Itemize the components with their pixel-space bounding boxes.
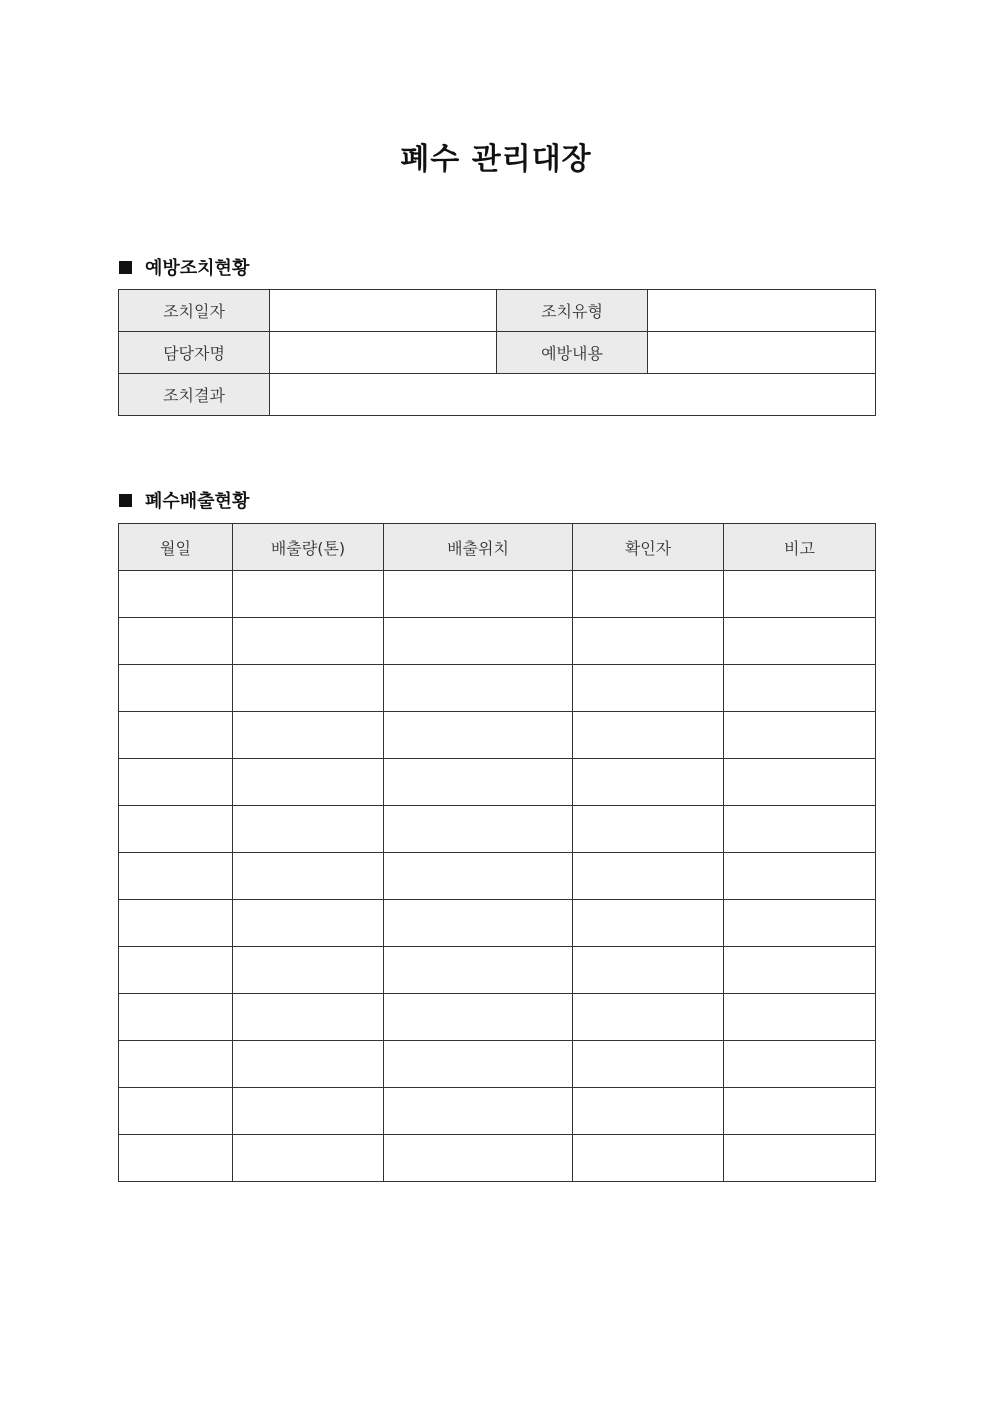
amount-cell[interactable] bbox=[233, 1041, 384, 1088]
amount-cell[interactable] bbox=[233, 665, 384, 712]
manager-label: 담당자명 bbox=[119, 332, 270, 374]
confirmer-cell[interactable] bbox=[573, 900, 724, 947]
amount-cell[interactable] bbox=[233, 1135, 384, 1182]
column-header-date: 월일 bbox=[119, 524, 233, 571]
manager-field[interactable] bbox=[270, 332, 497, 374]
content-field[interactable] bbox=[648, 332, 876, 374]
confirmer-cell[interactable] bbox=[573, 947, 724, 994]
page-title: 폐수 관리대장 bbox=[400, 142, 592, 177]
confirmer-cell[interactable] bbox=[573, 806, 724, 853]
table-row bbox=[119, 618, 876, 665]
confirmer-cell[interactable] bbox=[573, 1041, 724, 1088]
prevention-heading-text: 예방조치현황 bbox=[145, 258, 250, 279]
date-cell[interactable] bbox=[119, 947, 233, 994]
location-cell[interactable] bbox=[384, 618, 573, 665]
date-cell[interactable] bbox=[119, 571, 233, 618]
square-bullet-icon bbox=[119, 261, 132, 274]
amount-cell[interactable] bbox=[233, 853, 384, 900]
confirmer-cell[interactable] bbox=[573, 712, 724, 759]
discharge-heading-text: 폐수배출현황 bbox=[145, 491, 250, 512]
confirmer-cell[interactable] bbox=[573, 759, 724, 806]
location-cell[interactable] bbox=[384, 1041, 573, 1088]
prevention-table bbox=[118, 289, 876, 416]
location-cell[interactable] bbox=[384, 994, 573, 1041]
table-row bbox=[119, 853, 876, 900]
table-row bbox=[119, 1041, 876, 1088]
date-label: 조치일자 bbox=[119, 290, 270, 332]
type-field[interactable] bbox=[648, 290, 876, 332]
remarks-cell[interactable] bbox=[724, 1088, 876, 1135]
square-bullet-icon bbox=[119, 494, 132, 507]
remarks-cell[interactable] bbox=[724, 994, 876, 1041]
remarks-cell[interactable] bbox=[724, 900, 876, 947]
date-cell[interactable] bbox=[119, 665, 233, 712]
discharge-section-heading bbox=[119, 487, 249, 513]
confirmer-cell[interactable] bbox=[573, 853, 724, 900]
content-label: 예방내용 bbox=[497, 332, 648, 374]
amount-cell[interactable] bbox=[233, 712, 384, 759]
table-row bbox=[119, 900, 876, 947]
confirmer-cell[interactable] bbox=[573, 1135, 724, 1182]
location-cell[interactable] bbox=[384, 1135, 573, 1182]
location-cell[interactable] bbox=[384, 853, 573, 900]
table-row bbox=[119, 947, 876, 994]
column-header-remarks: 비고 bbox=[724, 524, 876, 571]
remarks-cell[interactable] bbox=[724, 618, 876, 665]
remarks-cell[interactable] bbox=[724, 571, 876, 618]
location-cell[interactable] bbox=[384, 665, 573, 712]
table-header-row bbox=[119, 524, 876, 571]
table-row bbox=[119, 1135, 876, 1182]
result-label: 조치결과 bbox=[119, 374, 270, 416]
remarks-cell[interactable] bbox=[724, 759, 876, 806]
date-cell[interactable] bbox=[119, 759, 233, 806]
confirmer-cell[interactable] bbox=[573, 994, 724, 1041]
table-row bbox=[119, 665, 876, 712]
remarks-cell[interactable] bbox=[724, 806, 876, 853]
discharge-table-body bbox=[119, 571, 876, 1182]
amount-cell[interactable] bbox=[233, 994, 384, 1041]
table-row bbox=[119, 994, 876, 1041]
column-header-confirmer: 확인자 bbox=[573, 524, 724, 571]
table-row bbox=[119, 332, 876, 374]
table-row bbox=[119, 290, 876, 332]
amount-cell[interactable] bbox=[233, 806, 384, 853]
table-row bbox=[119, 712, 876, 759]
location-cell[interactable] bbox=[384, 806, 573, 853]
remarks-cell[interactable] bbox=[724, 947, 876, 994]
date-cell[interactable] bbox=[119, 1088, 233, 1135]
table-row bbox=[119, 571, 876, 618]
remarks-cell[interactable] bbox=[724, 1135, 876, 1182]
column-header-amount: 배출량(톤) bbox=[233, 524, 384, 571]
location-cell[interactable] bbox=[384, 900, 573, 947]
date-cell[interactable] bbox=[119, 712, 233, 759]
location-cell[interactable] bbox=[384, 1088, 573, 1135]
prevention-section-heading bbox=[119, 254, 249, 280]
table-row bbox=[119, 374, 876, 416]
result-field[interactable] bbox=[270, 374, 876, 416]
discharge-table bbox=[118, 523, 876, 1182]
location-cell[interactable] bbox=[384, 759, 573, 806]
confirmer-cell[interactable] bbox=[573, 665, 724, 712]
remarks-cell[interactable] bbox=[724, 665, 876, 712]
confirmer-cell[interactable] bbox=[573, 1088, 724, 1135]
remarks-cell[interactable] bbox=[724, 853, 876, 900]
date-cell[interactable] bbox=[119, 618, 233, 665]
date-cell[interactable] bbox=[119, 806, 233, 853]
confirmer-cell[interactable] bbox=[573, 618, 724, 665]
amount-cell[interactable] bbox=[233, 759, 384, 806]
table-row bbox=[119, 1088, 876, 1135]
date-cell[interactable] bbox=[119, 853, 233, 900]
date-cell[interactable] bbox=[119, 994, 233, 1041]
amount-cell[interactable] bbox=[233, 900, 384, 947]
location-cell[interactable] bbox=[384, 712, 573, 759]
column-header-location: 배출위치 bbox=[384, 524, 573, 571]
remarks-cell[interactable] bbox=[724, 1041, 876, 1088]
location-cell[interactable] bbox=[384, 571, 573, 618]
location-cell[interactable] bbox=[384, 947, 573, 994]
date-cell[interactable] bbox=[119, 1041, 233, 1088]
amount-cell[interactable] bbox=[233, 947, 384, 994]
type-label: 조치유형 bbox=[497, 290, 648, 332]
amount-cell[interactable] bbox=[233, 1088, 384, 1135]
date-field[interactable] bbox=[270, 290, 497, 332]
table-row bbox=[119, 806, 876, 853]
confirmer-cell[interactable] bbox=[573, 571, 724, 618]
table-row bbox=[119, 759, 876, 806]
date-cell[interactable] bbox=[119, 900, 233, 947]
amount-cell[interactable] bbox=[233, 571, 384, 618]
remarks-cell[interactable] bbox=[724, 712, 876, 759]
amount-cell[interactable] bbox=[233, 618, 384, 665]
date-cell[interactable] bbox=[119, 1135, 233, 1182]
